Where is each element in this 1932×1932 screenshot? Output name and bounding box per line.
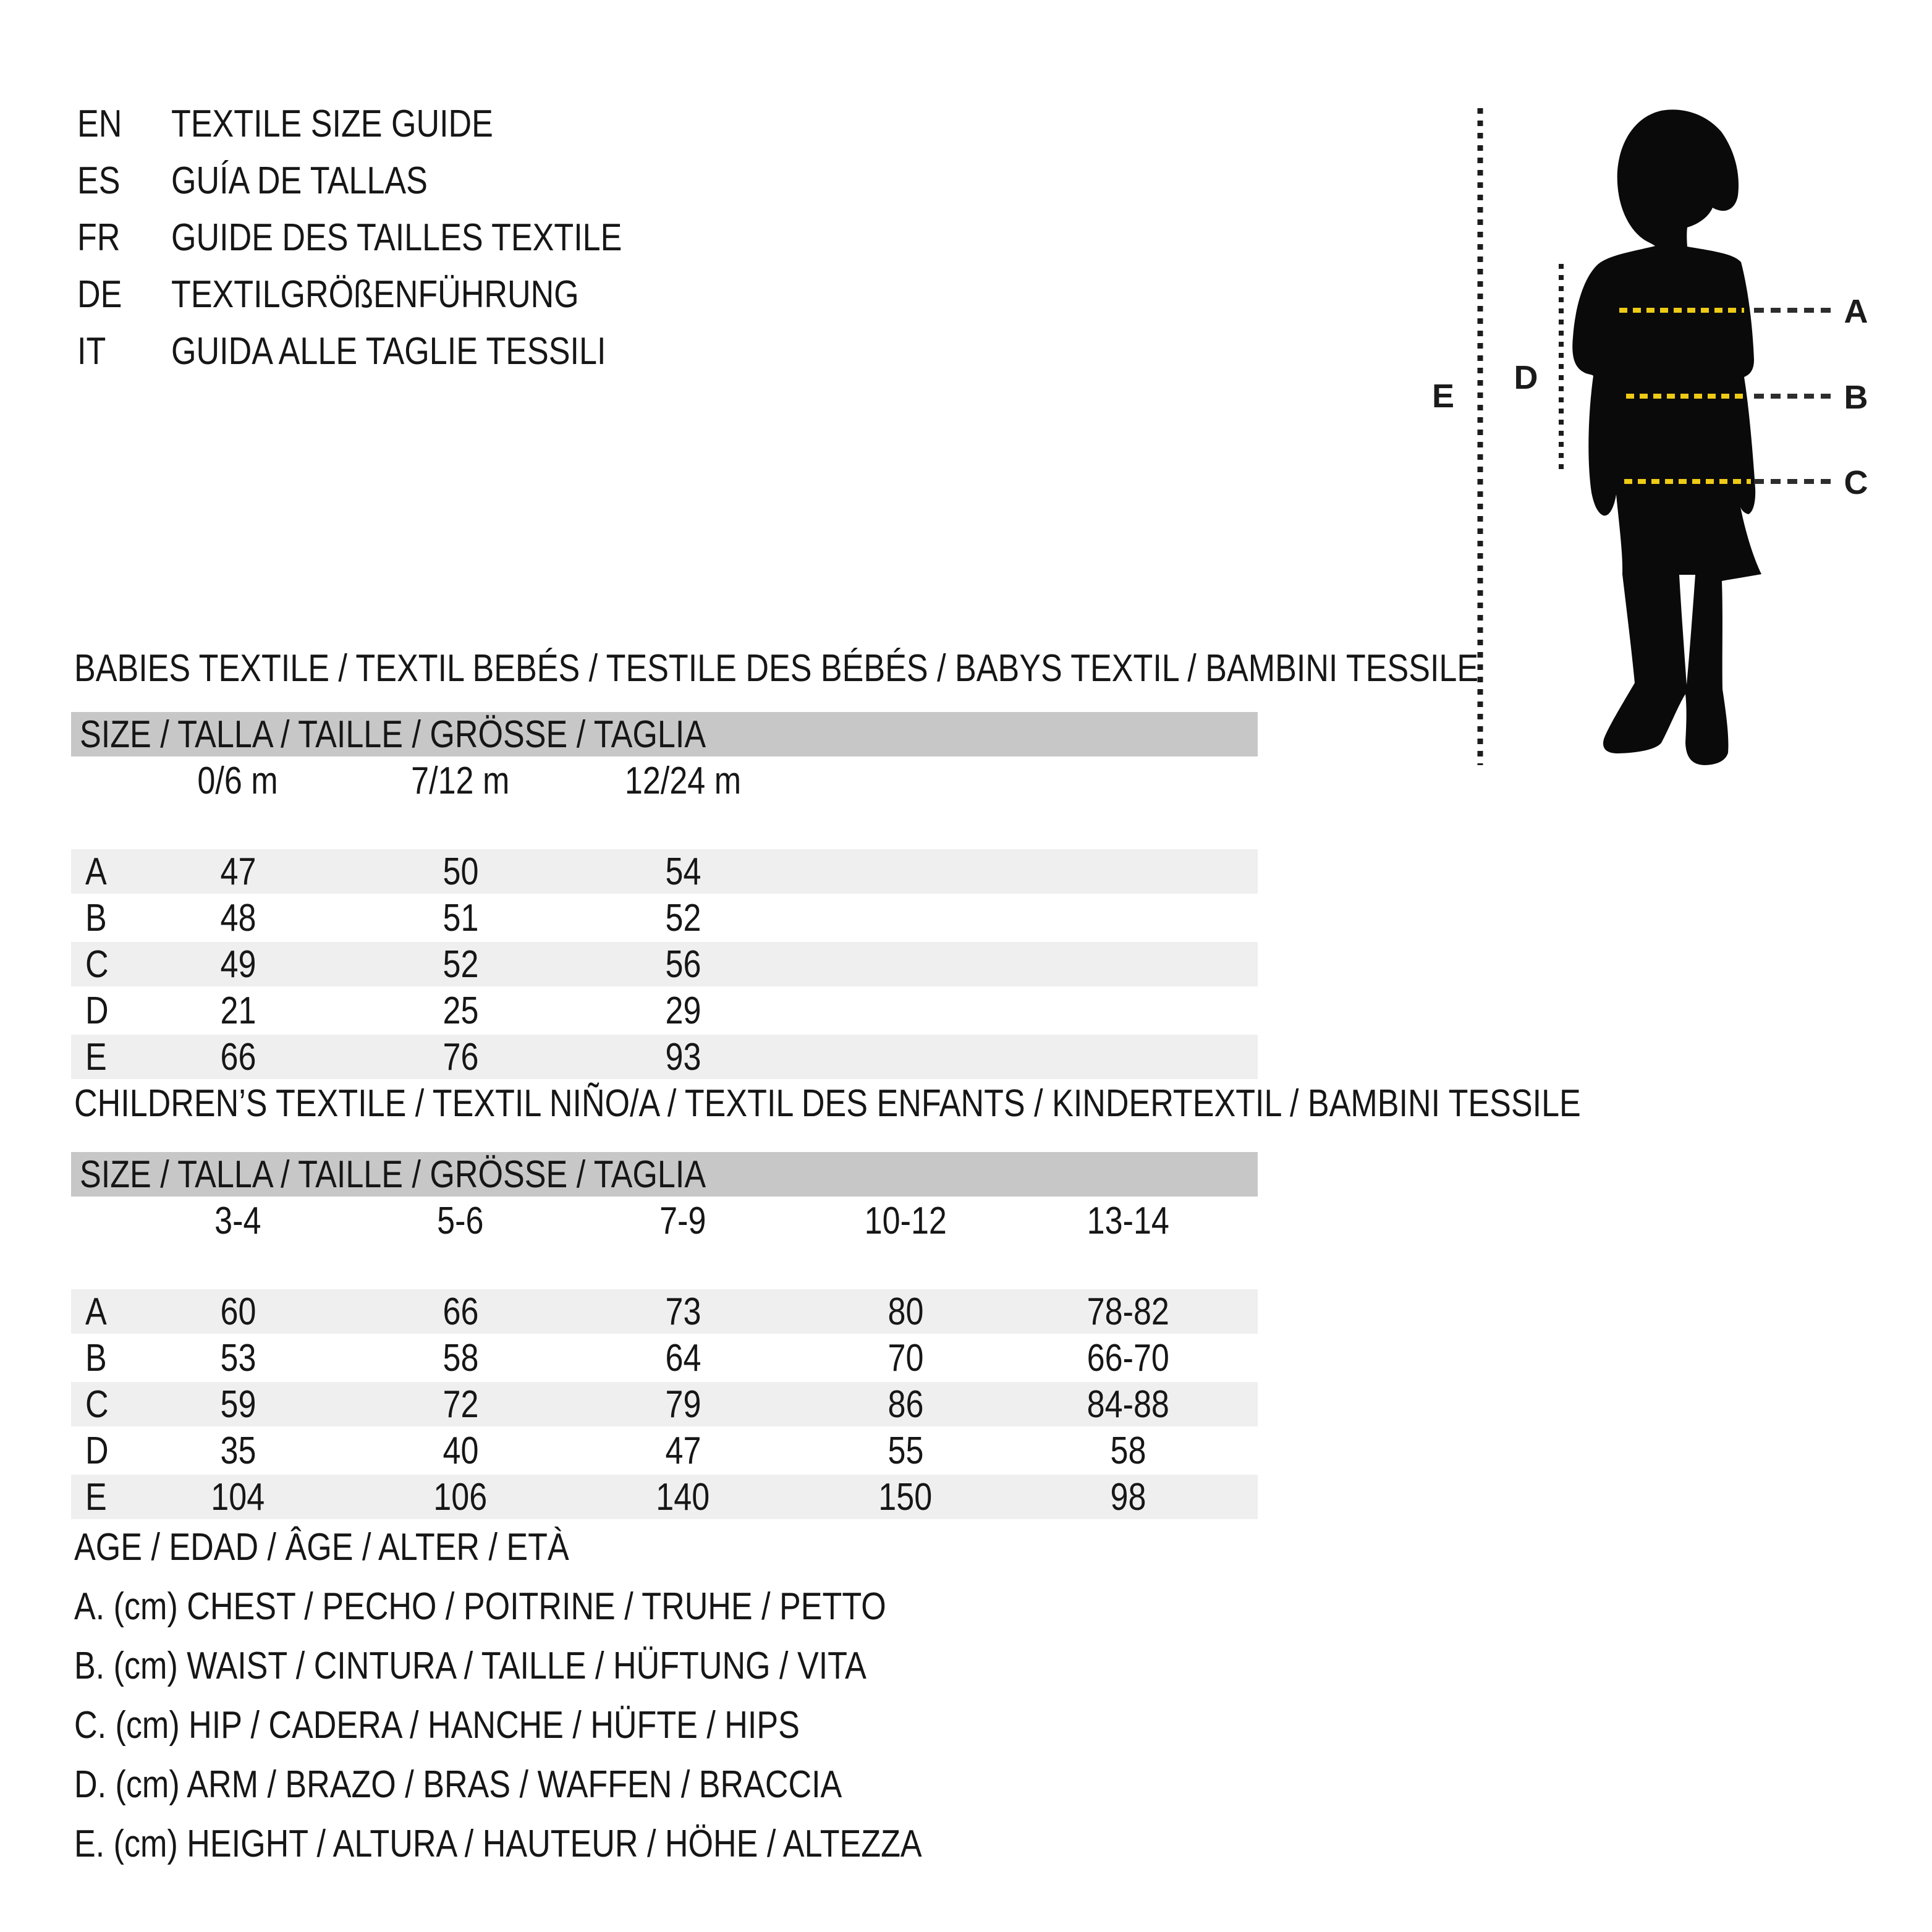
language-row	[77, 323, 708, 379]
table-cell: 140	[656, 1475, 710, 1519]
table-cell: 72	[443, 1383, 478, 1426]
table-cell: 55	[888, 1429, 923, 1472]
table-cell: 98	[1110, 1475, 1146, 1519]
language-title: TEXTILGRÖßENFÜHRUNG	[171, 273, 579, 316]
row-label: B	[85, 896, 107, 939]
figure-label-hip: C	[1844, 464, 1868, 501]
language-code: DE	[77, 273, 122, 316]
row-label: A	[85, 1290, 107, 1333]
column-header-row	[71, 756, 1258, 805]
babies-size-header-bar	[71, 712, 1258, 756]
table-cell: 70	[888, 1336, 923, 1379]
row-label: A	[85, 850, 107, 893]
table-cell: 79	[665, 1383, 701, 1426]
table-row	[71, 1336, 1258, 1380]
table-cell: 66	[220, 1035, 256, 1078]
babies-size-table	[71, 756, 1258, 1078]
table-cell: 60	[220, 1290, 256, 1333]
legend-line: B. (cm) WAIST / CINTURA / TAILLE / HÜFTUNG / VITA	[74, 1644, 866, 1687]
legend-line: AGE / EDAD / ÂGE / ALTER / ETÀ	[74, 1525, 569, 1569]
column-header: 7/12 m	[411, 759, 510, 802]
table-cell: 58	[443, 1336, 478, 1379]
language-row	[77, 152, 708, 209]
table-cell: 50	[443, 850, 478, 893]
table-row	[71, 1289, 1258, 1334]
table-row	[71, 1428, 1258, 1473]
measurement-figure	[1409, 87, 1932, 803]
row-label: B	[85, 1336, 107, 1379]
babies-size-header-text: SIZE / TALLA / TAILLE / GRÖSSE / TAGLIA	[80, 713, 706, 756]
table-cell: 21	[220, 989, 256, 1032]
table-cell: 54	[665, 850, 701, 893]
table-cell: 25	[443, 989, 478, 1032]
language-title: TEXTILE SIZE GUIDE	[171, 102, 493, 145]
language-code: FR	[77, 216, 121, 259]
legend-line: A. (cm) CHEST / PECHO / POITRINE / TRUHE / PETTO	[74, 1585, 886, 1628]
row-label: E	[85, 1035, 107, 1078]
row-label: C	[85, 1383, 109, 1426]
table-row	[71, 1475, 1258, 1519]
column-header: 0/6 m	[197, 759, 279, 802]
row-label: D	[85, 1429, 109, 1472]
table-cell: 52	[443, 943, 478, 986]
figure-label-chest: A	[1844, 293, 1868, 330]
children-size-table	[71, 1197, 1258, 1519]
column-header: 10-12	[864, 1199, 947, 1242]
column-header: 5-6	[437, 1199, 484, 1242]
children-size-header-bar	[71, 1152, 1258, 1197]
table-cell: 150	[878, 1475, 933, 1519]
language-row	[77, 95, 708, 152]
language-title: GUIDE DES TAILLES TEXTILE	[171, 216, 622, 259]
table-cell: 104	[211, 1475, 265, 1519]
language-title: GUÍA DE TALLAS	[171, 159, 428, 202]
table-cell: 84-88	[1087, 1383, 1169, 1426]
table-row	[71, 942, 1258, 986]
table-cell: 106	[433, 1475, 488, 1519]
language-title: GUIDA ALLE TAGLIE TESSILI	[171, 329, 606, 373]
row-label: C	[85, 943, 109, 986]
table-cell: 86	[888, 1383, 923, 1426]
language-row	[77, 209, 708, 266]
language-code: ES	[77, 159, 121, 202]
table-row	[71, 849, 1258, 894]
column-header: 3-4	[214, 1199, 261, 1242]
table-row	[71, 988, 1258, 1033]
table-cell: 47	[220, 850, 256, 893]
table-cell: 51	[443, 896, 478, 939]
babies-heading-text: BABIES TEXTILE / TEXTIL BEBÉS / TESTILE DES BÉBÉS / BABYS TEXTIL / BAMBINI TESSILE	[74, 647, 1479, 690]
table-row	[71, 896, 1258, 940]
table-cell: 56	[665, 943, 701, 986]
table-cell: 76	[443, 1035, 478, 1078]
table-cell: 66	[443, 1290, 478, 1333]
language-code: IT	[77, 329, 106, 373]
figure-label-height: E	[1431, 378, 1455, 415]
table-cell: 49	[220, 943, 256, 986]
figure-label-waist: B	[1844, 379, 1868, 416]
table-cell: 80	[888, 1290, 923, 1333]
table-cell: 53	[220, 1336, 256, 1379]
row-label: D	[85, 989, 109, 1032]
column-header: 13-14	[1087, 1199, 1169, 1242]
language-row	[77, 266, 708, 323]
legend-line: E. (cm) HEIGHT / ALTURA / HAUTEUR / HÖHE / ALTEZZA	[74, 1822, 922, 1865]
table-cell: 58	[1110, 1429, 1146, 1472]
language-list	[77, 95, 708, 379]
table-cell: 73	[665, 1290, 701, 1333]
column-header: 12/24 m	[624, 759, 742, 802]
measurement-legend	[74, 1517, 1083, 1873]
table-cell: 52	[665, 896, 701, 939]
table-cell: 40	[443, 1429, 478, 1472]
row-label: E	[85, 1475, 107, 1519]
table-cell: 35	[220, 1429, 256, 1472]
table-cell: 29	[665, 989, 701, 1032]
table-cell: 78-82	[1087, 1290, 1169, 1333]
table-row	[71, 1035, 1258, 1079]
children-heading	[74, 1082, 1868, 1125]
legend-line: D. (cm) ARM / BRAZO / BRAS / WAFFEN / BRACCIA	[74, 1763, 842, 1806]
column-header: 7-9	[659, 1199, 706, 1242]
children-heading-text: CHILDREN’S TEXTILE / TEXTIL NIÑO/A / TEXTIL DES ENFANTS / KINDERTEXTIL / BAMBINI TESSILE	[74, 1082, 1581, 1125]
children-size-header-text: SIZE / TALLA / TAILLE / GRÖSSE / TAGLIA	[80, 1153, 706, 1196]
table-cell: 47	[665, 1429, 701, 1472]
language-code: EN	[77, 102, 122, 145]
column-header-row	[71, 1197, 1258, 1245]
babies-heading	[74, 647, 1746, 690]
legend-line: C. (cm) HIP / CADERA / HANCHE / HÜFTE / HIPS	[74, 1703, 800, 1747]
table-cell: 66-70	[1087, 1336, 1169, 1379]
table-cell: 93	[665, 1035, 701, 1078]
figure-label-arm: D	[1514, 359, 1538, 396]
table-cell: 48	[220, 896, 256, 939]
table-row	[71, 1382, 1258, 1426]
table-cell: 64	[665, 1336, 701, 1379]
table-cell: 59	[220, 1383, 256, 1426]
